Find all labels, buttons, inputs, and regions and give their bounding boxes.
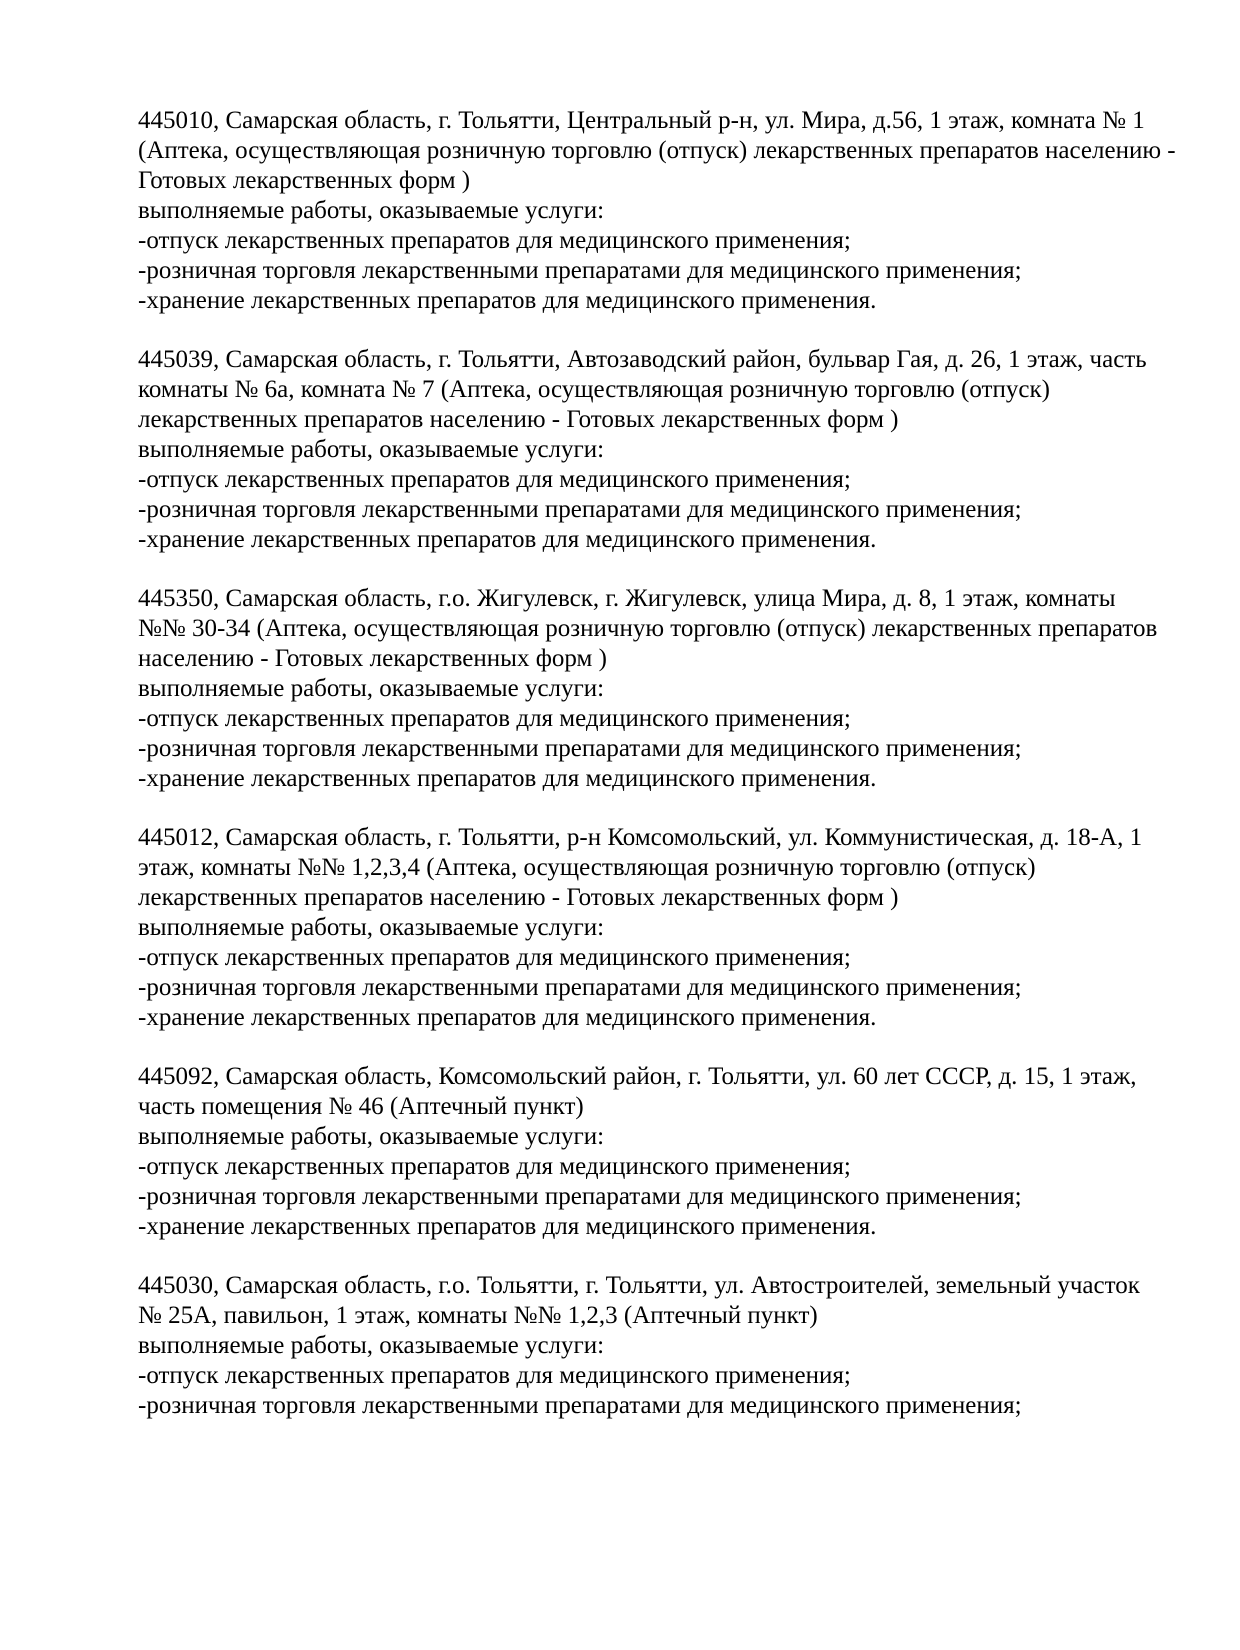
text-line: выполняемые работы, оказываемые услуги: <box>138 675 605 702</box>
text-line: 445030, Самарская область, г.о. Тольятти, г. Тольятти, ул. Автостроителей, земельный участок <box>138 1272 1140 1299</box>
text-line: -розничная торговля лекарственными препаратами для медицинского применения; <box>138 1392 1022 1419</box>
pharmacy-license-entry <box>138 1271 1140 1421</box>
text-line: этаж, комнаты №№ 1,2,3,4 (Аптека, осуществляющая розничную торговлю (отпуск) <box>138 854 1036 881</box>
text-line: -розничная торговля лекарственными препаратами для медицинского применения; <box>138 1183 1022 1210</box>
pharmacy-license-entry <box>138 823 1143 1033</box>
text-line: -розничная торговля лекарственными препаратами для медицинского применения; <box>138 974 1022 1001</box>
text-line: -отпуск лекарственных препаратов для медицинского применения; <box>138 1153 851 1180</box>
text-line: 445039, Самарская область, г. Тольятти, Автозаводский район, бульвар Гая, д. 26, 1 этаж, часть <box>138 346 1147 373</box>
text-line: выполняемые работы, оказываемые услуги: <box>138 197 605 224</box>
text-line: -розничная торговля лекарственными препаратами для медицинского применения; <box>138 735 1022 762</box>
text-line: (Аптека, осуществляющая розничную торговлю (отпуск) лекарственных препаратов населению - <box>138 137 1176 164</box>
text-line: комнаты № 6а, комната № 7 (Аптека, осуществляющая розничную торговлю (отпуск) <box>138 376 1050 403</box>
text-line: 445010, Самарская область, г. Тольятти, Центральный р-н, ул. Мира, д.56, 1 этаж, комната № 1 <box>138 107 1145 134</box>
text-line: лекарственных препаратов населению - Готовых лекарственных форм ) <box>138 406 899 433</box>
pharmacy-license-entries <box>138 106 1176 1421</box>
text-line: №№ 30-34 (Аптека, осуществляющая розничную торговлю (отпуск) лекарственных препаратов <box>138 615 1158 642</box>
text-line: -хранение лекарственных препаратов для медицинского применения. <box>138 287 877 314</box>
text-line: -розничная торговля лекарственными препаратами для медицинского применения; <box>138 496 1022 523</box>
text-line: часть помещения № 46 (Аптечный пункт) <box>138 1093 584 1120</box>
text-line: выполняемые работы, оказываемые услуги: <box>138 436 605 463</box>
text-line: 445092, Самарская область, Комсомольский район, г. Тольятти, ул. 60 лет СССР, д. 15, 1 этаж, <box>138 1063 1137 1090</box>
text-line: лекарственных препаратов населению - Готовых лекарственных форм ) <box>138 884 899 911</box>
pharmacy-license-entry <box>138 106 1176 316</box>
text-line: -хранение лекарственных препаратов для медицинского применения. <box>138 1004 877 1031</box>
text-line: -отпуск лекарственных препаратов для медицинского применения; <box>138 944 851 971</box>
text-line: -отпуск лекарственных препаратов для медицинского применения; <box>138 1362 851 1389</box>
text-line: -хранение лекарственных препаратов для медицинского применения. <box>138 765 877 792</box>
text-line: выполняемые работы, оказываемые услуги: <box>138 1123 605 1150</box>
text-line: -отпуск лекарственных препаратов для медицинского применения; <box>138 705 851 732</box>
text-line: -хранение лекарственных препаратов для медицинского применения. <box>138 526 877 553</box>
text-line: 445350, Самарская область, г.о. Жигулевск, г. Жигулевск, улица Мира, д. 8, 1 этаж, комнаты <box>138 585 1116 612</box>
text-line: -отпуск лекарственных препаратов для медицинского применения; <box>138 227 851 254</box>
text-line: № 25А, павильон, 1 этаж, комнаты №№ 1,2,3 (Аптечный пункт) <box>138 1302 818 1329</box>
text-line: -хранение лекарственных препаратов для медицинского применения. <box>138 1213 877 1240</box>
pharmacy-license-entry <box>138 584 1158 794</box>
text-line: выполняемые работы, оказываемые услуги: <box>138 1332 605 1359</box>
text-line: населению - Готовых лекарственных форм ) <box>138 645 607 672</box>
pharmacy-license-entry <box>138 1062 1137 1242</box>
text-line: -розничная торговля лекарственными препаратами для медицинского применения; <box>138 257 1022 284</box>
pharmacy-license-entry <box>138 345 1147 555</box>
text-line: Готовых лекарственных форм ) <box>138 167 471 194</box>
text-line: выполняемые работы, оказываемые услуги: <box>138 914 605 941</box>
text-line: -отпуск лекарственных препаратов для медицинского применения; <box>138 466 851 493</box>
text-line: 445012, Самарская область, г. Тольятти, р-н Комсомольский, ул. Коммунистическая, д. 18-А, 1 <box>138 824 1143 851</box>
